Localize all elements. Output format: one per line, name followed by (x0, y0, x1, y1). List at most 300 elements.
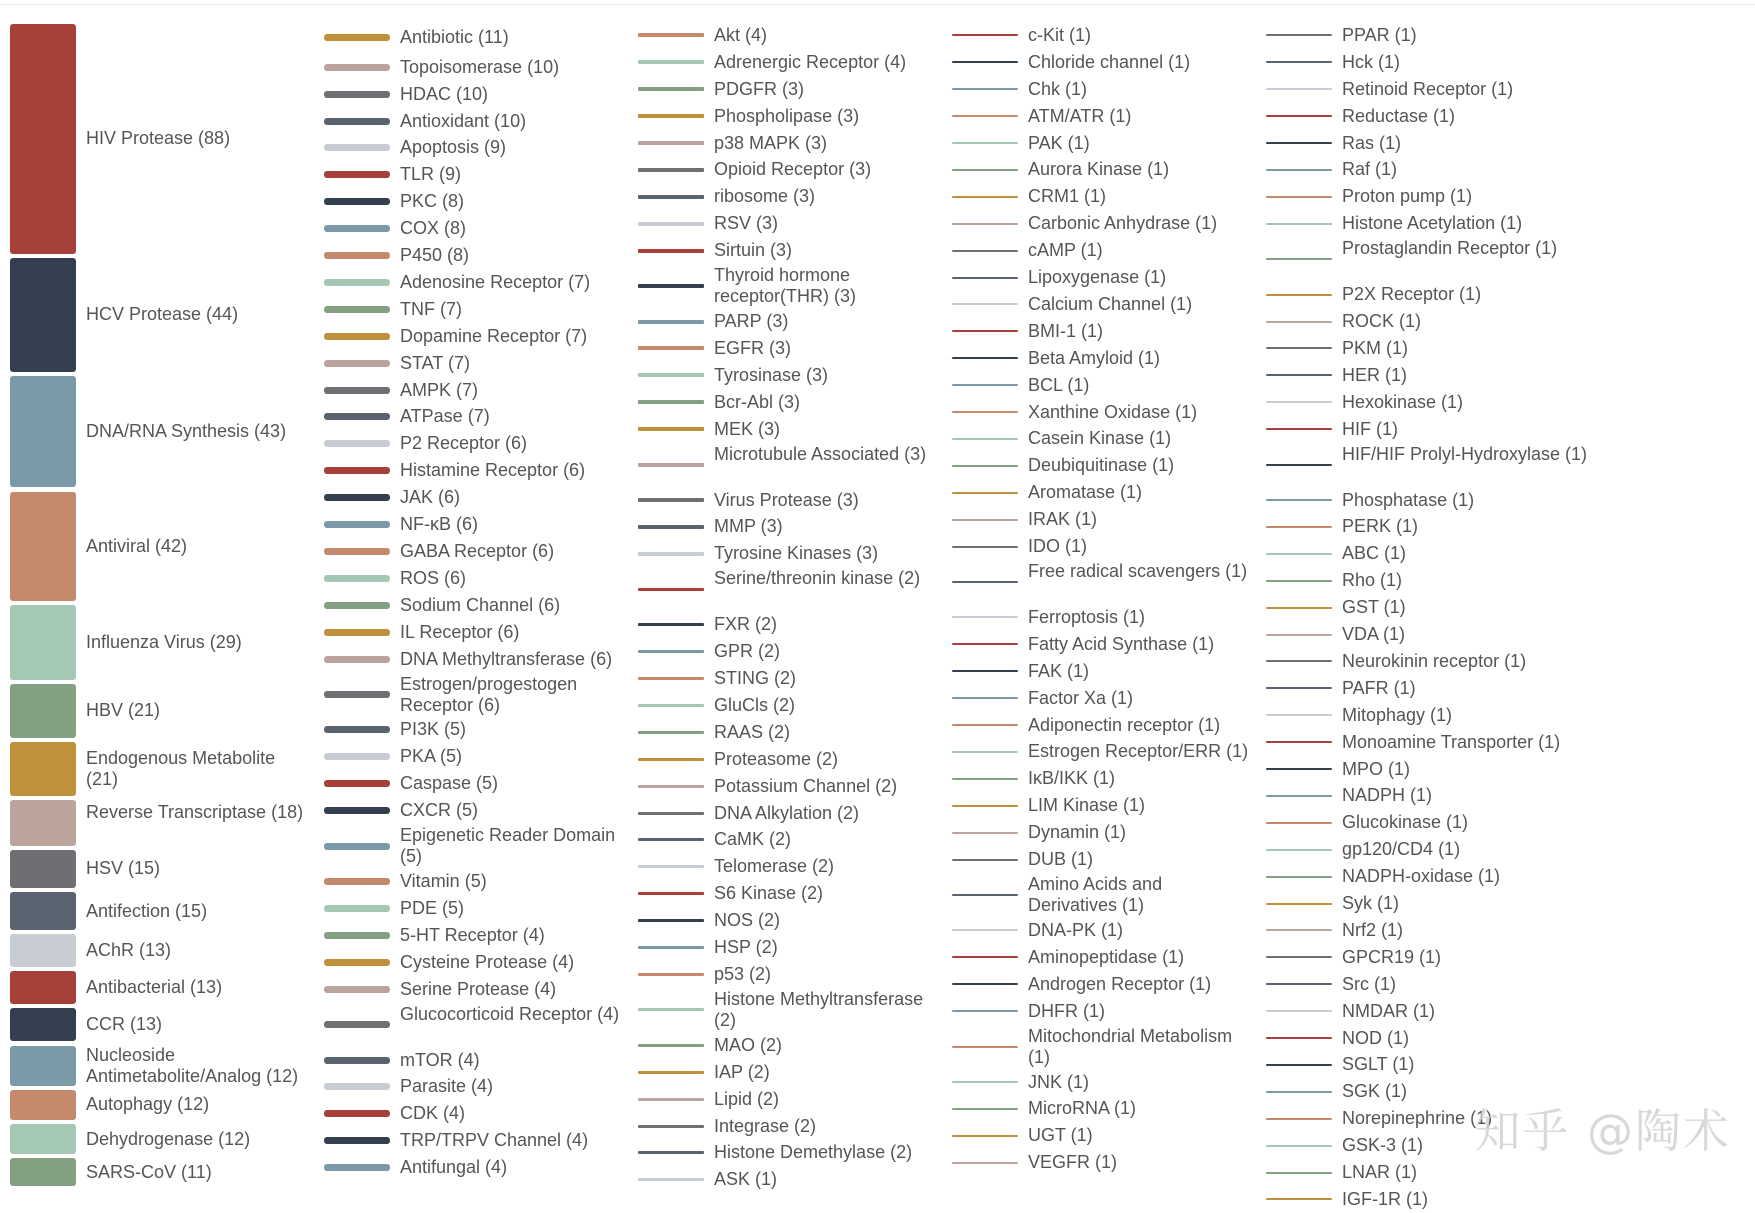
legend-entry (952, 372, 1252, 399)
legend-swatch (324, 1083, 390, 1090)
legend-swatch (1266, 1198, 1332, 1200)
legend-entry (1266, 944, 1566, 971)
legend-entry (324, 1127, 624, 1154)
legend-swatch (638, 284, 704, 288)
legend-swatch (324, 548, 390, 555)
legend-swatch (324, 602, 390, 609)
legend-label: HER (1) (1342, 364, 1408, 385)
legend-swatch (952, 88, 1018, 90)
legend-entry (638, 1086, 938, 1113)
legend-entry (952, 739, 1252, 766)
legend-entry (324, 743, 624, 770)
legend-swatch (1266, 526, 1332, 528)
legend-swatch (638, 552, 704, 556)
legend-label: SGK (1) (1342, 1081, 1408, 1102)
legend-label: Endogenous Metabolite (21) (86, 747, 276, 789)
legend-label: HSP (2) (714, 937, 778, 958)
legend-entry (324, 430, 624, 457)
legend-swatch (324, 1021, 390, 1028)
legend-label: HDAC (10) (400, 83, 489, 104)
legend-swatch (1266, 983, 1332, 985)
legend-swatch (638, 892, 704, 895)
legend-label: Prostaglandin Receptor (1) (1342, 238, 1558, 259)
legend-entry (324, 511, 624, 538)
legend-entry (324, 797, 624, 824)
legend-entry (952, 631, 1252, 658)
legend-swatch (10, 742, 76, 796)
legend-label: Sodium Channel (6) (400, 594, 561, 615)
legend-swatch (324, 494, 390, 501)
legend-entry (324, 54, 624, 81)
legend-entry (952, 944, 1252, 971)
legend-entry (324, 81, 624, 108)
legend-entry (1266, 308, 1566, 335)
legend-label: Proteasome (2) (714, 748, 839, 769)
legend-swatch (1266, 1118, 1332, 1120)
legend-label: IDO (1) (1028, 536, 1088, 557)
legend-swatch (324, 691, 390, 698)
legend-swatch (1266, 1010, 1332, 1012)
legend-label: Beta Amyloid (1) (1028, 347, 1161, 368)
legend-entry (324, 1047, 624, 1074)
legend-entry (638, 1166, 938, 1193)
legend-entry (952, 506, 1252, 533)
legend-swatch (952, 61, 1018, 63)
legend-swatch (952, 724, 1018, 726)
legend-entry (1266, 1159, 1566, 1186)
legend-entry (638, 443, 938, 487)
legend-entry (952, 1069, 1252, 1096)
legend-entry (1266, 281, 1566, 308)
legend-label: DUB (1) (1028, 849, 1094, 870)
legend-label: Reverse Transcriptase (18) (86, 801, 304, 822)
legend-label: Glucokinase (1) (1342, 812, 1469, 833)
legend-label: Parasite (4) (400, 1076, 494, 1097)
legend-label: Ferroptosis (1) (1028, 606, 1146, 627)
legend-swatch (952, 983, 1018, 985)
legend-label: Neurokinin receptor (1) (1342, 650, 1527, 671)
legend-label: Histone Demethylase (2) (714, 1142, 913, 1163)
legend-entry (324, 484, 624, 511)
legend-swatch (638, 60, 704, 64)
legend-swatch (638, 704, 704, 707)
legend-label: Bcr-Abl (3) (714, 391, 801, 412)
legend-entry (638, 638, 938, 665)
legend-swatch (952, 438, 1018, 440)
legend-swatch (1266, 61, 1332, 63)
legend-entry (638, 130, 938, 157)
legend-swatch (10, 1008, 76, 1041)
legend-label: LNAR (1) (1342, 1162, 1418, 1183)
legend-entry (952, 49, 1252, 76)
legend-entry (952, 183, 1252, 210)
legend-entry (952, 399, 1252, 426)
legend-entry (638, 335, 938, 362)
legend-entry (638, 264, 938, 308)
legend-label: Thyroid hormone receptor(THR) (3) (714, 265, 857, 307)
legend-swatch (952, 697, 1018, 699)
legend-entry (638, 540, 938, 567)
legend-swatch (638, 222, 704, 226)
legend-entry (10, 1088, 310, 1122)
legend-entry (952, 560, 1252, 604)
legend-swatch (952, 956, 1018, 958)
legend-label: Phospholipase (3) (714, 105, 860, 126)
legend-entry (952, 479, 1252, 506)
legend-label: Dynamin (1) (1028, 822, 1127, 843)
legend-swatch (638, 463, 704, 467)
legend-swatch (638, 677, 704, 680)
legend-swatch (952, 859, 1018, 861)
legend-label: NOD (1) (1342, 1027, 1409, 1048)
legend-swatch (324, 1057, 390, 1064)
legend-swatch (952, 223, 1018, 225)
legend-swatch (638, 623, 704, 626)
legend-label: VEGFR (1) (1028, 1152, 1118, 1173)
legend-swatch (324, 807, 390, 814)
legend-entry (10, 682, 310, 740)
legend-entry (10, 848, 310, 890)
legend-entry (1266, 783, 1566, 810)
legend-label: PDGFR (3) (714, 78, 804, 99)
legend-label: GPCR19 (1) (1342, 946, 1442, 967)
legend-entry (638, 308, 938, 335)
legend-label: Serine Protease (4) (400, 978, 557, 999)
legend-entry (952, 210, 1252, 237)
legend-entry (1266, 1025, 1566, 1052)
legend-entry (638, 1113, 938, 1140)
legend-entry (638, 157, 938, 184)
legend-swatch (1266, 1064, 1332, 1066)
legend-entry (10, 740, 310, 798)
legend-entry (638, 76, 938, 103)
legend-swatch (638, 758, 704, 761)
legend-entry (952, 819, 1252, 846)
legend-swatch (324, 333, 390, 340)
legend-entry (324, 592, 624, 619)
legend-entry (638, 103, 938, 130)
legend-swatch (324, 306, 390, 313)
legend-entry (324, 1100, 624, 1127)
legend-swatch (952, 1046, 1018, 1048)
legend-swatch (10, 684, 76, 738)
legend-entry (10, 374, 310, 490)
legend-swatch (324, 413, 390, 420)
legend-swatch (638, 785, 704, 788)
legend-swatch (952, 670, 1018, 672)
legend-label: HSV (15) (86, 858, 161, 879)
legend-entry (638, 389, 938, 416)
legend-swatch (952, 616, 1018, 618)
legend-label: Histamine Receptor (6) (400, 460, 586, 481)
legend-label: P2 Receptor (6) (400, 433, 528, 454)
legend-label: Norepinephrine (1) (1342, 1108, 1493, 1129)
legend-label: Akt (4) (714, 24, 768, 45)
legend-swatch (952, 277, 1018, 279)
legend-entry (638, 362, 938, 389)
legend-label: Nucleoside Antimetabolite/Analog (12) (86, 1044, 299, 1086)
legend-label: Androgen Receptor (1) (1028, 973, 1212, 994)
legend-swatch (324, 144, 390, 151)
legend-label: Tyrosinase (3) (714, 364, 829, 385)
legend-label: Adenosine Receptor (7) (400, 271, 591, 292)
legend-label: IκB/IKK (1) (1028, 768, 1116, 789)
legend-swatch (10, 376, 76, 488)
legend-label: Apoptosis (9) (400, 137, 507, 158)
legend-label: Chk (1) (1028, 78, 1088, 99)
legend-label: IL Receptor (6) (400, 621, 520, 642)
legend-entry (638, 934, 938, 961)
legend-label: TLR (9) (400, 164, 462, 185)
legend-entry (1266, 567, 1566, 594)
legend-entry (952, 130, 1252, 157)
legend-swatch (324, 252, 390, 259)
legend-label: HIF (1) (1342, 418, 1398, 439)
legend-entry (952, 452, 1252, 479)
legend-label: PARP (3) (714, 311, 789, 332)
legend-entry (10, 1156, 310, 1188)
legend-entry (1266, 416, 1566, 443)
legend-label: Antioxidant (10) (400, 110, 527, 131)
legend-entry (952, 264, 1252, 291)
legend-swatch (1266, 714, 1332, 716)
legend-swatch (324, 905, 390, 912)
legend-entry (638, 665, 938, 692)
legend-swatch (952, 411, 1018, 413)
legend-entry (324, 1074, 624, 1101)
legend-swatch (324, 726, 390, 733)
legend-entry (1266, 130, 1566, 157)
legend-swatch (1266, 223, 1332, 225)
legend-entry (1266, 971, 1566, 998)
legend-label: Aurora Kinase (1) (1028, 159, 1170, 180)
legend-entry (638, 567, 938, 611)
legend-label: ASK (1) (714, 1169, 778, 1190)
legend-entry (1266, 998, 1566, 1025)
legend-entry (952, 157, 1252, 184)
legend-swatch (638, 87, 704, 91)
legend-swatch (1266, 929, 1332, 931)
legend-entry (10, 1044, 310, 1088)
legend-swatch (1266, 795, 1332, 797)
legend-label: Estrogen/progestogen Receptor (6) (400, 673, 578, 715)
legend-label: Autophagy (12) (86, 1094, 210, 1115)
legend-label: BCL (1) (1028, 374, 1090, 395)
legend-entry (638, 773, 938, 800)
legend-entry (638, 611, 938, 638)
legend-entry (952, 1025, 1252, 1069)
legend-label: ATM/ATR (1) (1028, 105, 1132, 126)
legend-label: Carbonic Anhydrase (1) (1028, 213, 1218, 234)
legend-entry (324, 135, 624, 162)
legend-label: Raf (1) (1342, 159, 1398, 180)
legend-label: NF-κB (6) (400, 514, 478, 535)
legend-label: Microtubule Associated (3) (714, 443, 927, 464)
legend-swatch (1266, 1172, 1332, 1174)
legend-label: IAP (2) (714, 1061, 770, 1082)
legend-label: Lipid (2) (714, 1088, 780, 1109)
legend-swatch (952, 34, 1018, 36)
legend-label: CCR (13) (86, 1014, 163, 1035)
legend-label: Reductase (1) (1342, 105, 1456, 126)
legend-entry (1266, 362, 1566, 389)
legend-swatch (1266, 1145, 1332, 1147)
legend-entry (952, 792, 1252, 819)
legend-entry (1266, 514, 1566, 541)
legend-swatch (10, 605, 76, 680)
legend-swatch (1266, 258, 1332, 260)
legend-swatch (324, 171, 390, 178)
legend-label: NADPH-oxidase (1) (1342, 866, 1501, 887)
legend-entry (324, 22, 624, 54)
legend-label: Fatty Acid Synthase (1) (1028, 633, 1215, 654)
legend-entry (952, 765, 1252, 792)
legend-swatch (1266, 499, 1332, 501)
legend-entry (324, 215, 624, 242)
legend-label: MEK (3) (714, 418, 781, 439)
legend-swatch (324, 959, 390, 966)
legend-label: Factor Xa (1) (1028, 687, 1134, 708)
legend-swatch (952, 169, 1018, 171)
legend-label: DNA Alkylation (2) (714, 802, 860, 823)
legend-label: DNA Methyltransferase (6) (400, 648, 613, 669)
legend-swatch (1266, 115, 1332, 117)
legend-label: PPAR (1) (1342, 24, 1417, 45)
legend-label: GSK-3 (1) (1342, 1135, 1424, 1156)
legend-entry (1266, 210, 1566, 237)
legend-swatch (324, 279, 390, 286)
legend-label: RAAS (2) (714, 721, 791, 742)
legend-swatch (638, 865, 704, 868)
legend-label: EGFR (3) (714, 337, 792, 358)
legend-entry (10, 22, 310, 256)
legend-swatch (10, 934, 76, 967)
legend-label: PAK (1) (1028, 132, 1090, 153)
legend-swatch (324, 932, 390, 939)
legend-swatch (10, 1046, 76, 1086)
legend-swatch (324, 878, 390, 885)
watermark: 知乎 @陶术 (1474, 1104, 1731, 1158)
legend-swatch (324, 843, 390, 850)
legend-entry (324, 895, 624, 922)
legend-entry (1266, 1186, 1566, 1213)
legend-swatch (638, 168, 704, 172)
legend-swatch (952, 1081, 1018, 1083)
legend-entry (1266, 863, 1566, 890)
legend-entry (638, 692, 938, 719)
legend-entry (952, 917, 1252, 944)
legend-entry (952, 103, 1252, 130)
legend-entry (952, 971, 1252, 998)
legend-entry (952, 426, 1252, 453)
legend-swatch (1266, 428, 1332, 430)
legend-entry (324, 323, 624, 350)
legend-swatch (952, 1135, 1018, 1137)
legend-label: Vitamin (5) (400, 871, 487, 892)
legend-entry (1266, 22, 1566, 49)
legend-swatch (952, 384, 1018, 386)
legend-entry (1266, 487, 1566, 514)
legend-entry (324, 404, 624, 431)
legend-entry (638, 210, 938, 237)
legend-swatch (10, 971, 76, 1004)
legend-entry (1266, 76, 1566, 103)
legend-entry (324, 269, 624, 296)
legend-entry (324, 1154, 624, 1181)
legend-swatch (952, 357, 1018, 359)
legend-label: Antifection (15) (86, 900, 208, 921)
legend-swatch (638, 812, 704, 815)
legend-label: Rho (1) (1342, 570, 1403, 591)
legend-label: Hexokinase (1) (1342, 391, 1464, 412)
legend-swatch (10, 1090, 76, 1120)
legend-entry (1266, 389, 1566, 416)
legend-swatch (638, 650, 704, 653)
legend-swatch (324, 64, 390, 71)
legend-entry (638, 907, 938, 934)
legend-entry (952, 1122, 1252, 1149)
legend-entry (324, 824, 624, 868)
legend-label: VDA (1) (1342, 624, 1406, 645)
legend-swatch (324, 753, 390, 760)
legend-label: DNA/RNA Synthesis (43) (86, 421, 287, 442)
legend-swatch (1266, 347, 1332, 349)
legend-entry (10, 490, 310, 603)
legend-label: MicroRNA (1) (1028, 1098, 1137, 1119)
legend-entry (1266, 183, 1566, 210)
legend-swatch (1266, 88, 1332, 90)
legend-label: Virus Protease (3) (714, 489, 859, 510)
legend-entry (1266, 157, 1566, 184)
legend-label: Adiponectin receptor (1) (1028, 714, 1221, 735)
legend-swatch (952, 643, 1018, 645)
legend-swatch (638, 346, 704, 350)
legend-entry (324, 161, 624, 188)
legend-label: CaMK (2) (714, 829, 792, 850)
legend-swatch (1266, 634, 1332, 636)
legend-entry (324, 770, 624, 797)
legend-swatch (952, 303, 1018, 305)
legend-entry (638, 49, 938, 76)
legend-swatch (324, 34, 390, 41)
legend-swatch (1266, 142, 1332, 144)
legend-entry (1266, 756, 1566, 783)
legend-swatch (952, 142, 1018, 144)
legend-entry (952, 998, 1252, 1025)
legend-swatch (1266, 374, 1332, 376)
legend-swatch (10, 800, 76, 846)
legend-label: PKM (1) (1342, 337, 1409, 358)
legend-swatch (10, 24, 76, 254)
legend-label: Hck (1) (1342, 51, 1400, 72)
legend-swatch (638, 249, 704, 253)
legend-swatch (1266, 768, 1332, 770)
legend-label: PKC (8) (400, 191, 465, 212)
legend-label: MPO (1) (1342, 758, 1411, 779)
legend-swatch (638, 33, 704, 37)
legend-label: DHFR (1) (1028, 1000, 1105, 1021)
legend-entry (638, 416, 938, 443)
legend-label: Antibacterial (13) (86, 977, 223, 998)
legend-entry (324, 377, 624, 404)
legend-swatch (952, 581, 1018, 583)
legend-label: Chloride channel (1) (1028, 51, 1191, 72)
legend-entry (324, 296, 624, 323)
legend-entry (1266, 890, 1566, 917)
legend-swatch (638, 427, 704, 431)
legend-entry (638, 487, 938, 514)
legend-entry (638, 719, 938, 746)
